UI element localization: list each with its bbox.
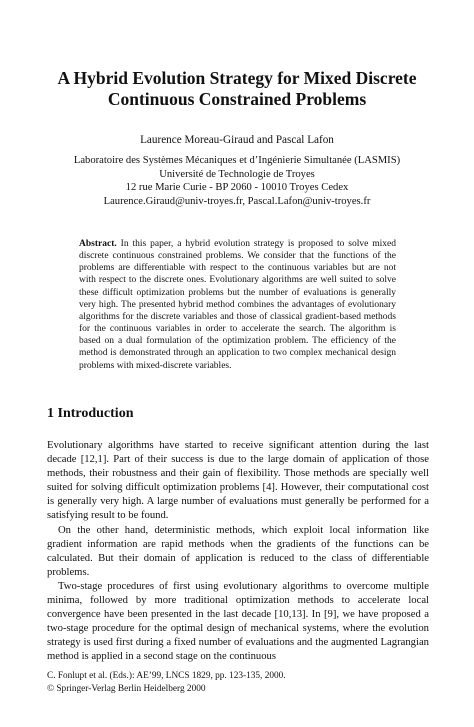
section-heading: 1 Introduction bbox=[47, 406, 134, 421]
affiliation-block bbox=[40, 154, 434, 208]
body-paragraph: Evolutionary algorithms have started to receive significant attention during the last decade [12,1]. Part of their success is due to the large domain of application of those methods, their robustness and their gain of flexibility. Those methods are specially well suited for solving difficult optimization problems [4]. However, their computational cost is generally very high. A large number of evaluations must generally be performed for a satisfying result to be found. bbox=[47, 440, 429, 522]
body-text bbox=[47, 439, 429, 665]
abstract-label: Abstract. bbox=[79, 239, 117, 249]
copyright-line: © Springer-Verlag Berlin Heidelberg 2000 bbox=[47, 683, 206, 694]
abstract-text: In this paper, a hybrid evolution strategy is proposed to solve mixed discrete continuous constrained problems. We consider that the functions of the problems are differentiable with respect to the continuous variables but are not with respect to the discrete ones. Evolutionary algorithms are well suited to solve these difficult optimization problems but the number of evaluations is generally very high. The presented hybrid method combines the advantages of evolutionary algorithms for the discrete variables and those of classical gradient-based methods for the continuous variables in order to accelerate the search. The algorithm is based on a dual formulation of the optimization problem. The efficiency of the method is demonstrated through an application to two complex mechanical design problems with mixed-discrete variables. bbox=[79, 239, 397, 371]
affiliation-line: Laboratoire des Systèmes Mécaniques et d’Ingénierie Simultanée (LASMIS) bbox=[73, 155, 401, 166]
publication-footer bbox=[47, 670, 286, 695]
citation-line: C. Fonlupt et al. (Eds.): AE’99, LNCS 1829, pp. 123-135, 2000. bbox=[47, 671, 286, 681]
title-line: A Hybrid Evolution Strategy for Mixed Discrete bbox=[57, 68, 417, 88]
title-line: Continuous Constrained Problems bbox=[107, 89, 367, 109]
body-paragraph: On the other hand, deterministic methods, which exploit local information like gradient information are rapid methods when the gradients of the functions can be calculated. But their domain of application is reduced to the class of differentiable problems. bbox=[47, 524, 429, 578]
affiliation-line: Université de Technologie de Troyes bbox=[159, 168, 315, 180]
paper-title bbox=[40, 68, 434, 110]
body-paragraph: Two-stage procedures of first using evolutionary algorithms to overcome multiple minima, followed by more traditional optimization methods to accelerate local convergence have been presented in the last decade [10,13]. In [9], we have proposed a two-stage procedure for the optimal design of mechanical systems, where the evolution strategy is used first during a fixed number of evaluations and the augmented Lagrangian method is applied in a second stage on the continuous bbox=[47, 580, 429, 663]
abstract bbox=[79, 238, 396, 372]
affiliation-line: 12 rue Marie Curie - BP 2060 - 10010 Troyes Cedex bbox=[125, 182, 349, 194]
author-emails: Laurence.Giraud@univ-troyes.fr, Pascal.Lafon@univ-troyes.fr bbox=[103, 195, 371, 207]
author-names: Laurence Moreau-Giraud and Pascal Lafon bbox=[140, 134, 334, 146]
